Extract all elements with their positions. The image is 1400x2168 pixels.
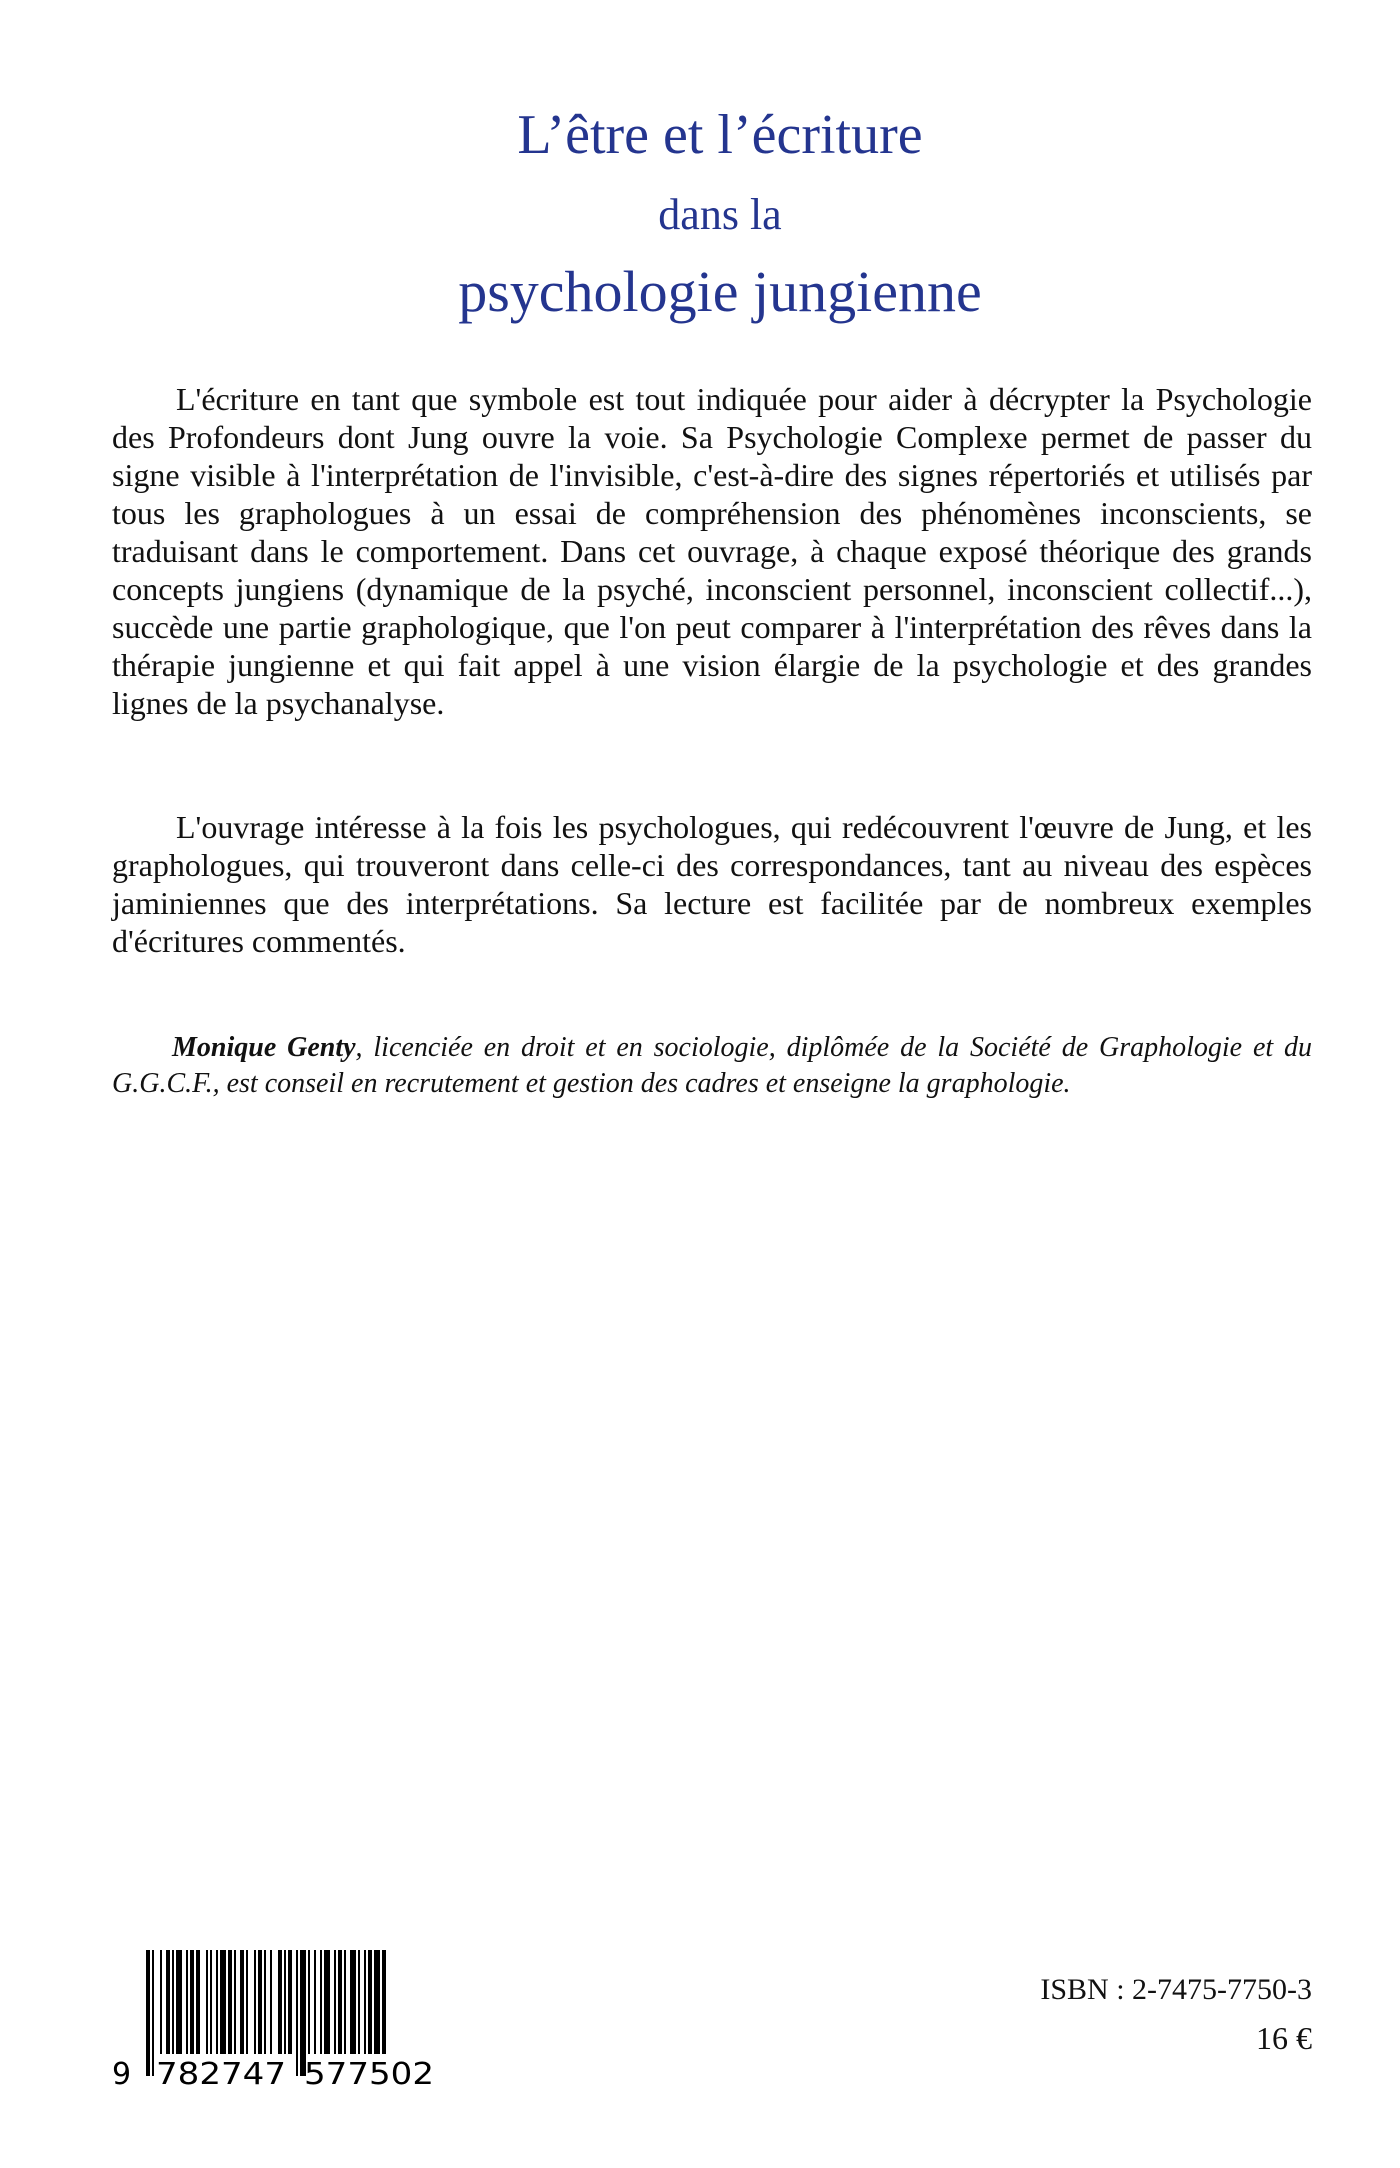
barcode-bar — [228, 1950, 232, 2054]
barcode-bar — [278, 1950, 282, 2054]
barcode-bar — [234, 1950, 236, 2054]
barcode-bar — [314, 1950, 316, 2054]
barcode-bar — [258, 1950, 262, 2054]
barcode-bar — [270, 1950, 272, 2054]
barcode-bar — [246, 1950, 248, 2054]
author-name: Monique Genty — [172, 1032, 356, 1063]
barcode-bar — [308, 1950, 310, 2054]
barcode-bar — [324, 1950, 330, 2054]
barcode-digits-left: 782747 — [156, 2057, 286, 2090]
barcode-digits-right: 577502 — [304, 2057, 434, 2090]
barcode-bar — [344, 1950, 346, 2054]
barcode-bar — [206, 1950, 208, 2054]
author-bio — [112, 1030, 1312, 1102]
isbn: ISBN : 2-7475-7750-3 — [1040, 1973, 1312, 2006]
barcode-bar — [240, 1950, 244, 2054]
barcode-bar — [196, 1950, 200, 2054]
description-paragraph-1: L'écriture en tant que symbole est tout indiquée pour aider à décrypter la Psychologie des Profondeurs dont Jung ouvre la voie. Sa Psychologie Complexe permet de passer du signe visible à l'interprétation de l'invisible, c'est-à-dire des signes répertoriés et utilisés par tous les graphologues à un essai de compréhension des phénomènes inconscients, se traduisant dans le comportement. Dans cet ouvrage, à chaque exposé théorique des grands concepts jungiens (dynamique de la psyché, inconscient personnel, inconscient collectif...), succède une partie graphologique, que l'on peut comparer à l'interprétation des rêves dans la thérapie jungienne et qui fait appel à une vision élargie de la psychologie et des grandes lignes de la psychanalyse. — [112, 381, 1312, 721]
barcode — [110, 1950, 480, 2090]
barcode-digit-first: 9 — [112, 2057, 132, 2090]
barcode-bar — [296, 1950, 298, 2076]
barcode-bar — [334, 1950, 336, 2054]
barcode-bar — [146, 1950, 150, 2076]
barcode-bar — [364, 1950, 366, 2054]
barcode-bar — [382, 1950, 386, 2054]
barcode-bar — [190, 1950, 194, 2054]
barcode-bar — [172, 1950, 174, 2054]
description-paragraph-2: L'ouvrage intéresse à la fois les psychologues, qui redécouvrent l'œuvre de Jung, et les graphologues, qui trouveront dans celle-ci des correspondances, tant au niveau des espèces jaminiennes que des interprétations. Sa lecture est facilitée par de nombreux exemples d'écritures commentés. — [112, 809, 1312, 959]
barcode-bar — [216, 1950, 218, 2054]
barcode-bar — [350, 1950, 356, 2054]
barcode-bar — [220, 1950, 226, 2054]
barcode-bar — [368, 1950, 372, 2054]
barcode-bar — [176, 1950, 182, 2054]
barcode-bar — [320, 1950, 322, 2054]
barcode-bar — [288, 1950, 292, 2054]
barcode-bar — [152, 1950, 154, 2076]
barcode-bar — [374, 1950, 380, 2054]
barcode-bar — [254, 1950, 256, 2054]
barcode-bar — [160, 1950, 162, 2054]
title-line-2: dans la — [658, 190, 782, 239]
author-bio-text: , licenciée en droit et en sociologie, diplômée de la Société de Graphologie et du G.G.C.F., est conseil en recrutement et gestion des cadres et enseigne la graphologie. — [112, 1032, 1313, 1099]
barcode-bar — [284, 1950, 286, 2054]
barcode-bar — [338, 1950, 342, 2054]
barcode-bar — [210, 1950, 212, 2054]
price: 16 € — [1256, 2020, 1312, 2056]
book-title — [0, 100, 1400, 328]
title-line-1: L’être et l’écriture — [517, 104, 923, 166]
barcode-bar — [264, 1950, 266, 2054]
title-line-3: psychologie jungienne — [458, 259, 982, 324]
barcode-bar — [166, 1950, 170, 2054]
barcode-bar — [186, 1950, 188, 2054]
barcode-bar — [358, 1950, 360, 2054]
